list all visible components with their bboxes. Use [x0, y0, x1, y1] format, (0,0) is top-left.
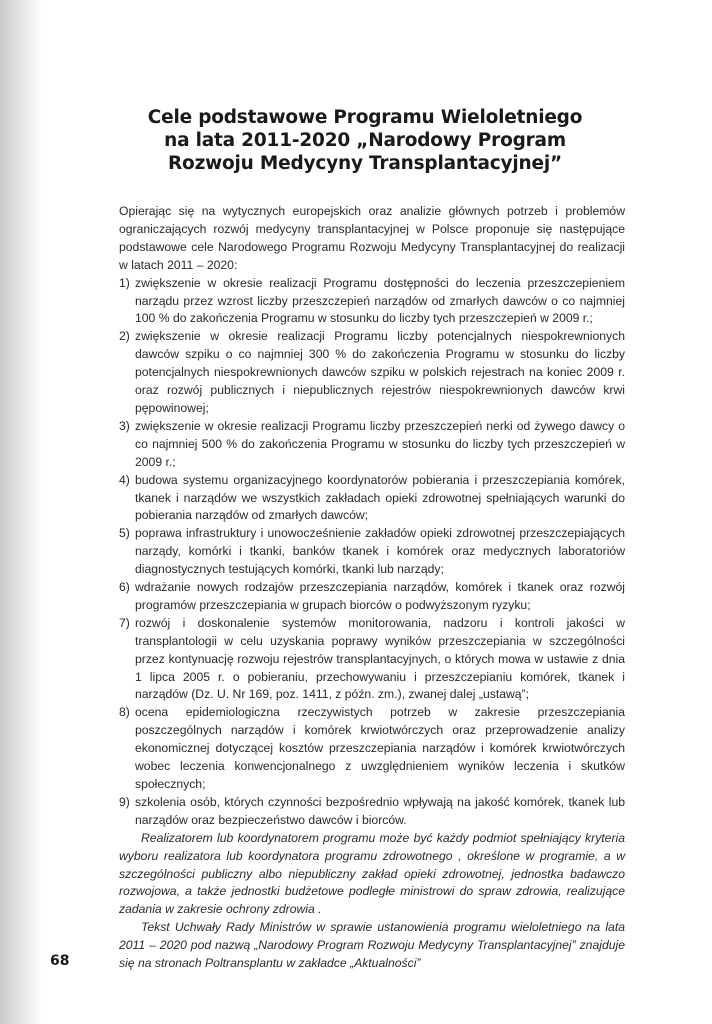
document-body [119, 203, 625, 973]
list-item-number: 4) [119, 472, 130, 487]
list-item-text: zwiększenie w okresie realizacji Programu dostępności do leczenia przeszczepieniem narządu przez wzrost liczby przeszczepień narządów od zmarłych dawców o co najmniej 100 % do zakończenia Programu w stosunku do liczby tych przeszczepień w 2009 r.; [135, 275, 625, 326]
goals-list [119, 275, 625, 830]
list-item-number: 8) [119, 705, 130, 720]
list-item [119, 794, 625, 830]
list-item [119, 328, 625, 418]
list-item [119, 615, 625, 705]
list-item-number: 7) [119, 615, 130, 630]
page-binding-shadow [0, 0, 42, 1024]
list-item-number: 5) [119, 526, 130, 541]
list-item-text: zwiększenie w okresie realizacji Programu liczby potencjalnych niespokrewnionych dawców szpiku o co najmniej 300 % do zakończenia Programu w stosunku do liczby potencjalnych niespokrewnionych dawców szpiku w polskich rejestrach na koniec 2009 r. oraz rozwój publicznych i niepublicznych rejestrów niespokrewnionych dawców krwi pępowinowej; [135, 329, 625, 415]
list-item-text: rozwój i doskonalenie systemów monitorowania, nadzoru i kontroli jakości w transplantologii w celu uzyskania poprawy wyników przeszczepiania w szczególności przez kontynuację rozwoju rejestrów transplantacyjnych, o których mowa w ustawie z dnia 1 lipca 2005 r. o pobieraniu, przechowywaniu i przeszczepianiu komórek, tkanek i narządów (Dz. U. Nr 169, poz. 1411, z późn. zm.), zwanej dalej „ustawą”; [135, 615, 625, 702]
title-line-2: na lata 2011-2020 „Narodowy Program [164, 130, 566, 151]
list-item-number: 1) [119, 275, 130, 290]
list-item [119, 472, 625, 526]
list-item [119, 418, 625, 472]
list-item-text: budowa systemu organizacyjnego koordynatorów pobierania i przeszczepiania komórek, tkanek i narządów we wszystkich zakładach opieki zdrowotnej spełniających warunki do pobierania narządów od zmarłych dawców; [135, 472, 625, 523]
list-item-text: poprawa infrastruktury i unowocześnienie zakładów opieki zdrowotnej przeszczepiających narządy, komórki i tkanki, banków tkanek i komórek oraz medycznych laboratoriów diagnostycznych testujących komórki, tkanki lub narządy; [135, 526, 625, 577]
title-line-1: Cele podstawowe Programu Wieloletniego [147, 107, 583, 128]
page-title [110, 106, 620, 175]
resolution-source-note: Tekst Uchwały Rady Ministrów w sprawie ustanowienia programu wieloletniego na lata 2011 – 2020 pod nazwą „Narodowy Program Rozwoju Medycyny Transplantacyjnej” znajduje się na stronach Poltransplantu w zakładce „Aktualności” [119, 920, 625, 971]
list-item-number: 9) [119, 794, 130, 809]
list-item-number: 3) [119, 418, 130, 433]
list-item-text: wdrażanie nowych rodzajów przeszczepiania narządów, komórek i tkanek oraz rozwój programów przeszczepiania w grupach biorców o podwyższonym ryzyku; [135, 580, 625, 612]
title-line-3: Rozwoju Medycyny Transplantacyjnej” [168, 153, 562, 174]
intro-paragraph: Opierając się na wytycznych europejskich oraz analizie głównych potrzeb i problemów ograniczających rozwój medycyny transplantacyjnej w Polsce proponuje się następujące podstawowe cele Narodowego Programu Rozwoju Medycyny Transplantacyjnej do realizacji w latach 2011 – 2020: [119, 204, 625, 272]
list-item-text: ocena epidemiologiczna rzeczywistych potrzeb w zakresie przeszczepiania poszczególnych narządów i komórek krwiotwórczych oraz przeprowadzenie analizy ekonomicznej dotyczącej kosztów przeszczepiania narządów i komórek krwiotwórczych wobec leczenia konwencjonalnego z uwzględnieniem wyników leczenia i skutków społecznych; [135, 705, 625, 791]
list-item-text: zwiększenie w okresie realizacji Programu liczby przeszczepień nerki od żywego dawcy o co najmniej 500 % do zakończenia Programu w stosunku do liczby tych przeszczepień w 2009 r.; [135, 418, 625, 469]
implementer-note: Realizatorem lub koordynatorem programu może być każdy podmiot spełniający kryteria wyboru realizatora lub koordynatora programu zdrowotnego , określone w programie, a w szczególności publiczny albo niepubliczny zakład opieki zdrowotnej, jednostka badawczo rozwojowa, a także jednostki budżetowe podległe ministrowi do spraw zdrowia, realizujące zadania w zakresie ochrony zdrowia . [119, 830, 625, 917]
list-item [119, 525, 625, 579]
page-number: 68 [50, 953, 70, 969]
list-item-number: 2) [119, 329, 130, 344]
list-item [119, 704, 625, 794]
list-item [119, 579, 625, 615]
list-item-number: 6) [119, 580, 130, 595]
list-item-text: szkolenia osób, których czynności bezpośrednio wpływają na jakość komórek, tkanek lub narządów oraz bezpieczeństwo dawców i biorców. [135, 794, 625, 827]
list-item [119, 275, 625, 329]
